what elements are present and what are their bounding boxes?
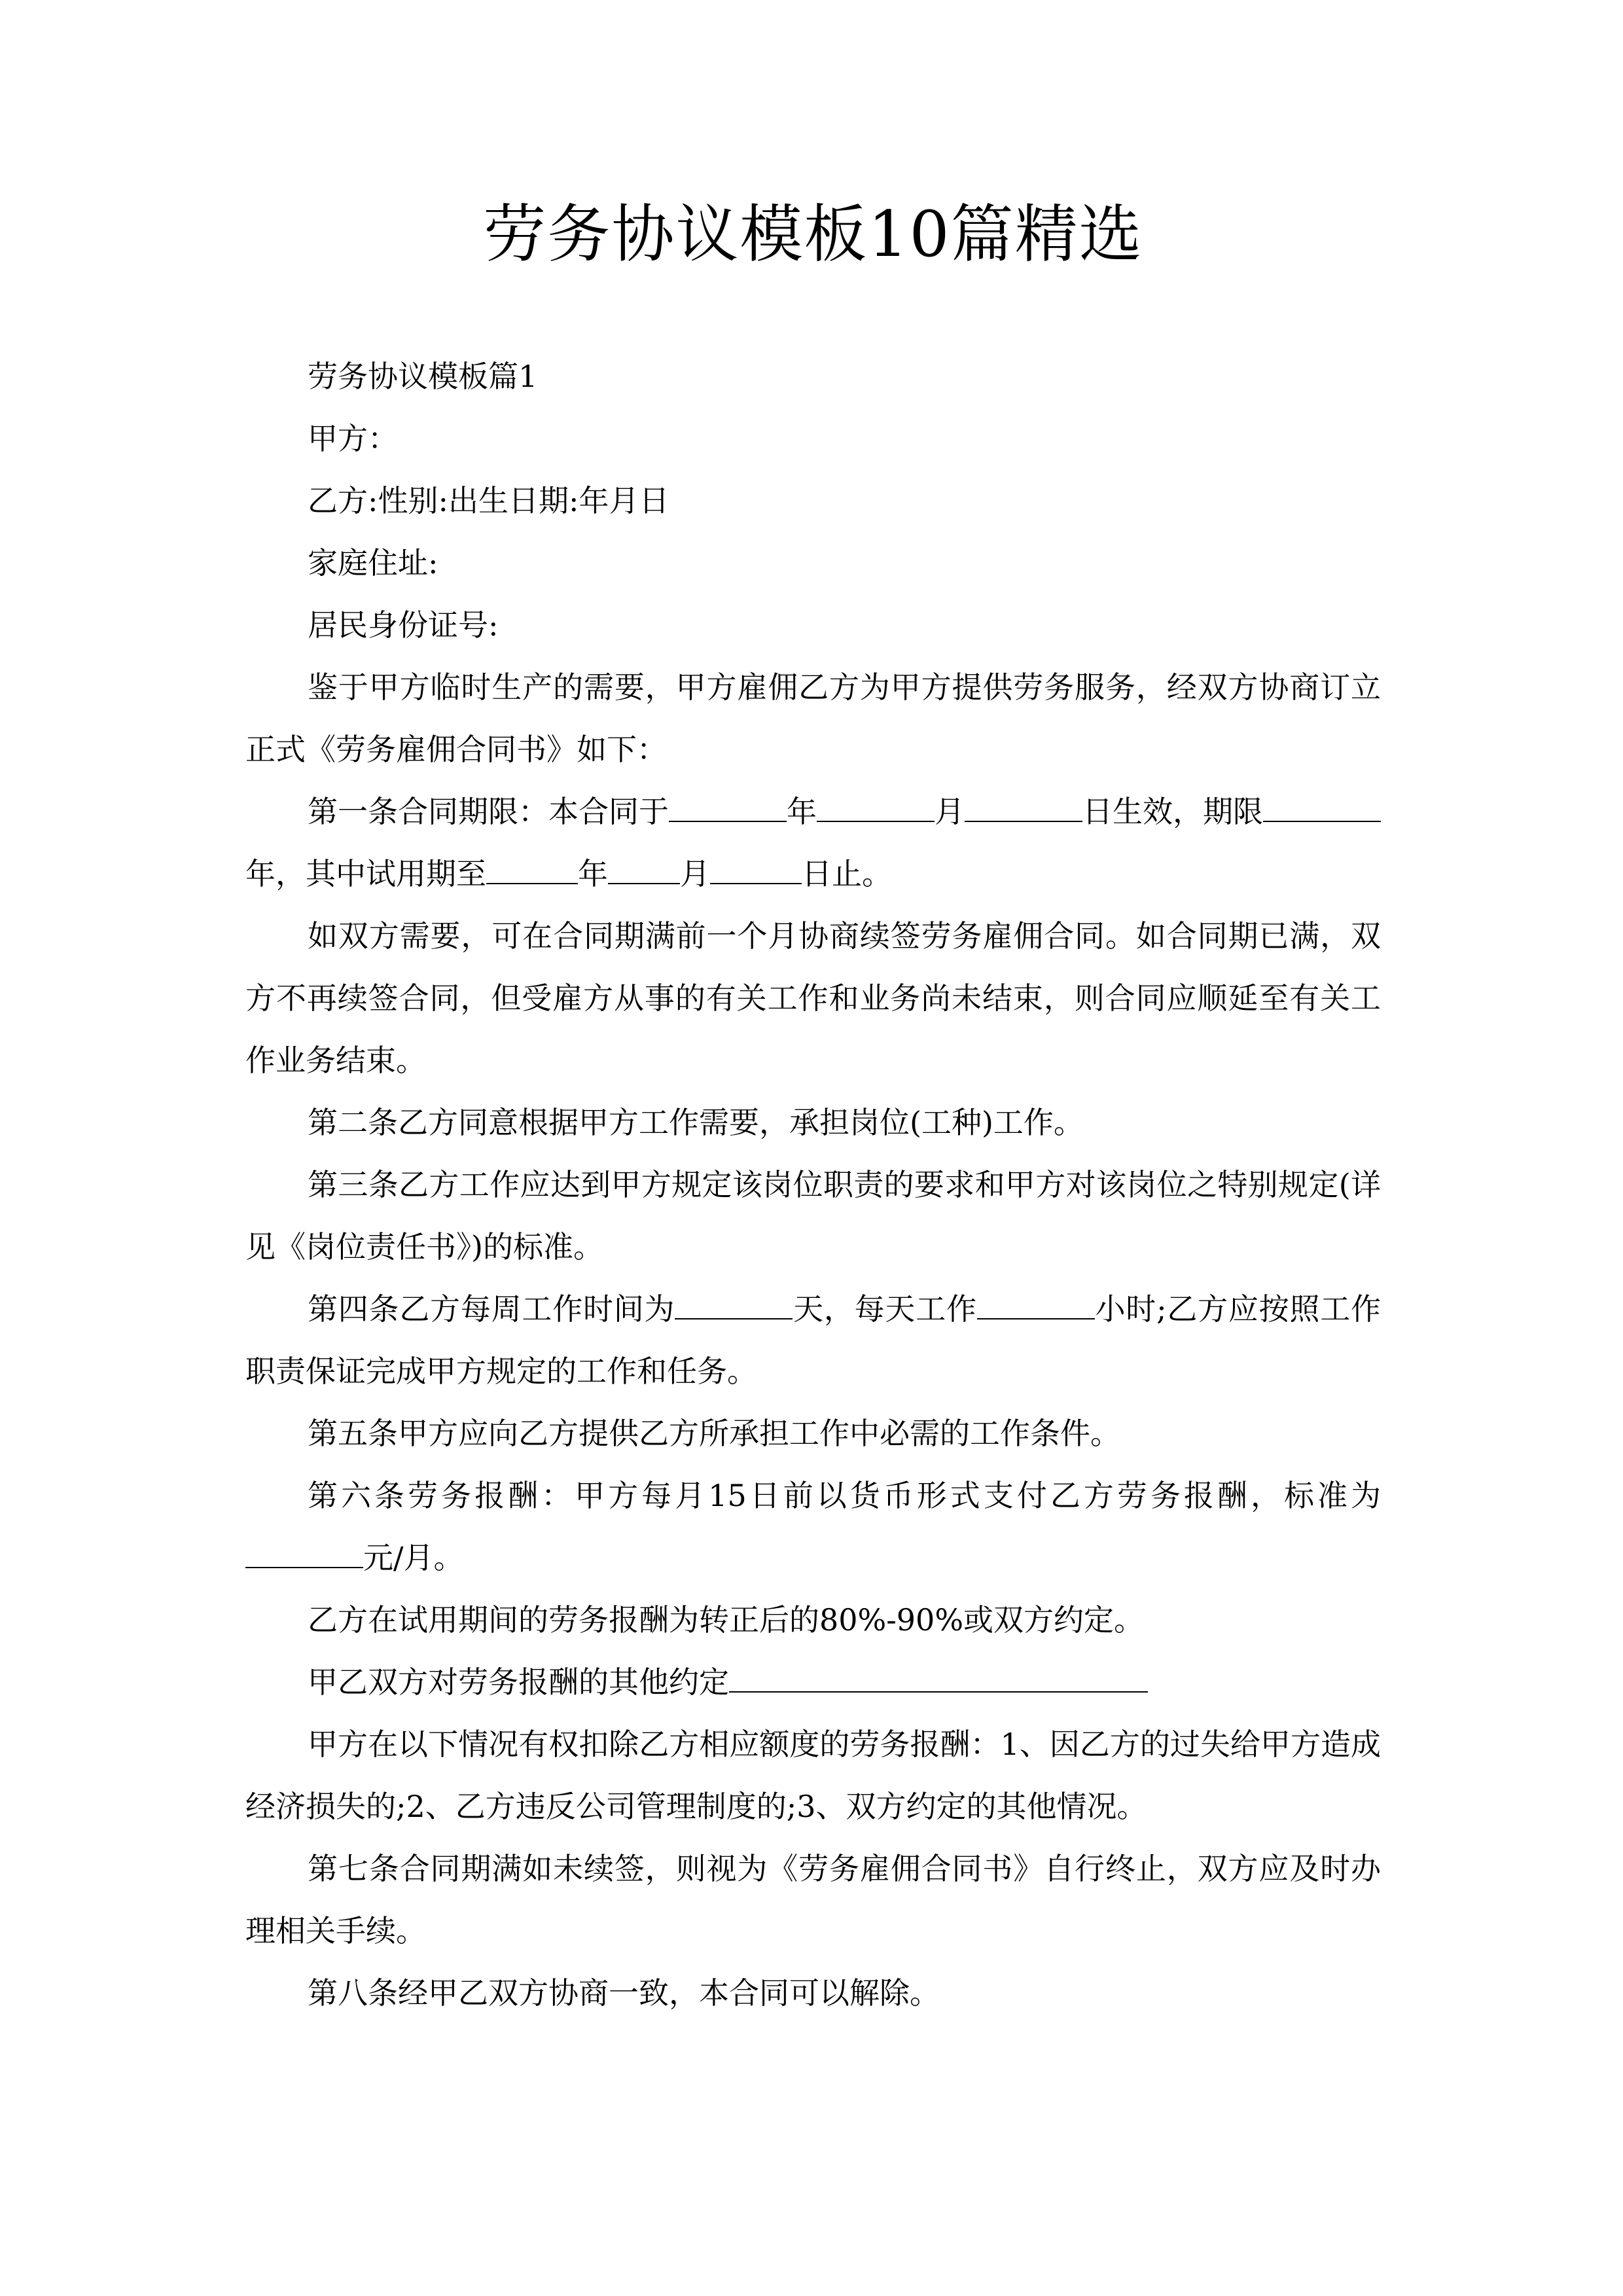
year-label: 年 bbox=[787, 794, 817, 829]
probation-year-blank bbox=[486, 854, 578, 884]
monthly-pay-blank bbox=[245, 1538, 363, 1568]
document-body bbox=[245, 346, 1381, 2024]
month-label: 月 bbox=[680, 856, 710, 891]
id-number-field: 居民身份证号: bbox=[308, 607, 499, 643]
article-8-paragraph: 第八条经甲乙双方协商一致，本合同可以解除。 bbox=[308, 1975, 940, 2011]
deductions-paragraph: 甲方在以下情况有权扣除乙方相应额度的劳务报酬：1、因乙方的过失给甲方造成经济损失的;2、乙方违反公司管理制度的;3、双方约定的其他情况。 bbox=[245, 1727, 1381, 1824]
article-5-paragraph: 第五条甲方应向乙方提供乙方所承担工作中必需的工作条件。 bbox=[308, 1416, 1120, 1451]
effective-label: 日生效，期限 bbox=[1082, 794, 1263, 829]
renewal-paragraph: 如双方需要，可在合同期满前一个月协商续签劳务雇佣合同。如合同期已满，双方不再续签合同，但受雇方从事的有关工作和业务尚未结束，则合同应顺延至有关工作业务结束。 bbox=[245, 918, 1381, 1078]
hours-per-day-blank bbox=[977, 1289, 1095, 1319]
party-b-field: 乙方:性别:出生日期:年月日 bbox=[308, 483, 669, 518]
start-month-blank bbox=[817, 792, 935, 822]
other-agreement-text: 甲乙双方对劳务报酬的其他约定 bbox=[308, 1664, 729, 1700]
preamble-paragraph: 鉴于甲方临时生产的需要，甲方雇佣乙方为甲方提供劳务服务，经双方协商订立正式《劳务雇佣合同书》如下： bbox=[245, 670, 1381, 767]
party-a-field: 甲方： bbox=[308, 421, 398, 456]
end-label: 日止。 bbox=[802, 856, 892, 891]
month-label: 月 bbox=[935, 794, 965, 829]
article-4-paragraph bbox=[245, 1278, 1381, 1403]
address-field: 家庭住址: bbox=[308, 545, 438, 581]
other-agreement-blank bbox=[729, 1662, 1148, 1693]
start-day-blank bbox=[965, 792, 1082, 822]
article-2-paragraph: 第二条乙方同意根据甲方工作需要，承担岗位(工种)工作。 bbox=[308, 1105, 1084, 1140]
probation-month-blank bbox=[608, 854, 680, 884]
probation-day-blank bbox=[710, 854, 802, 884]
article-6-text: 第六条劳务报酬：甲方每月15日前以货币形式支付乙方劳务报酬，标准为 bbox=[308, 1478, 1381, 1513]
article-3-paragraph: 第三条乙方工作应达到甲方规定该岗位职责的要求和甲方对该岗位之特别规定(详见《岗位责任书》)的标准。 bbox=[245, 1167, 1381, 1265]
other-agreement-paragraph bbox=[245, 1651, 1381, 1713]
probation-pay-paragraph: 乙方在试用期间的劳务报酬为转正后的80%-90%或双方约定。 bbox=[308, 1602, 1145, 1638]
article-6-paragraph bbox=[245, 1465, 1381, 1589]
term-years-blank bbox=[1263, 792, 1381, 822]
article-1-paragraph bbox=[245, 781, 1381, 905]
pay-unit-label: 元/月。 bbox=[363, 1540, 464, 1575]
duty-text: 小时;乙方应按照工作职责保证完成甲方规定的工作和任务。 bbox=[245, 1291, 1382, 1389]
days-per-week-blank bbox=[675, 1289, 793, 1319]
year-label: 年 bbox=[578, 856, 608, 891]
document-title: 劳务协议模板10篇精选 bbox=[483, 198, 1143, 271]
article-4-text: 第四条乙方每周工作时间为 bbox=[308, 1291, 675, 1327]
hours-label: 天，每天工作 bbox=[793, 1291, 977, 1327]
start-year-blank bbox=[669, 792, 787, 822]
article-1-text: 第一条合同期限：本合同于 bbox=[308, 794, 669, 829]
probation-label: 年，其中试用期至 bbox=[245, 856, 486, 891]
section-heading: 劳务协议模板篇1 bbox=[308, 359, 538, 394]
article-7-paragraph: 第七条合同期满如未续签，则视为《劳务雇佣合同书》自行终止，双方应及时办理相关手续。 bbox=[245, 1851, 1381, 1948]
